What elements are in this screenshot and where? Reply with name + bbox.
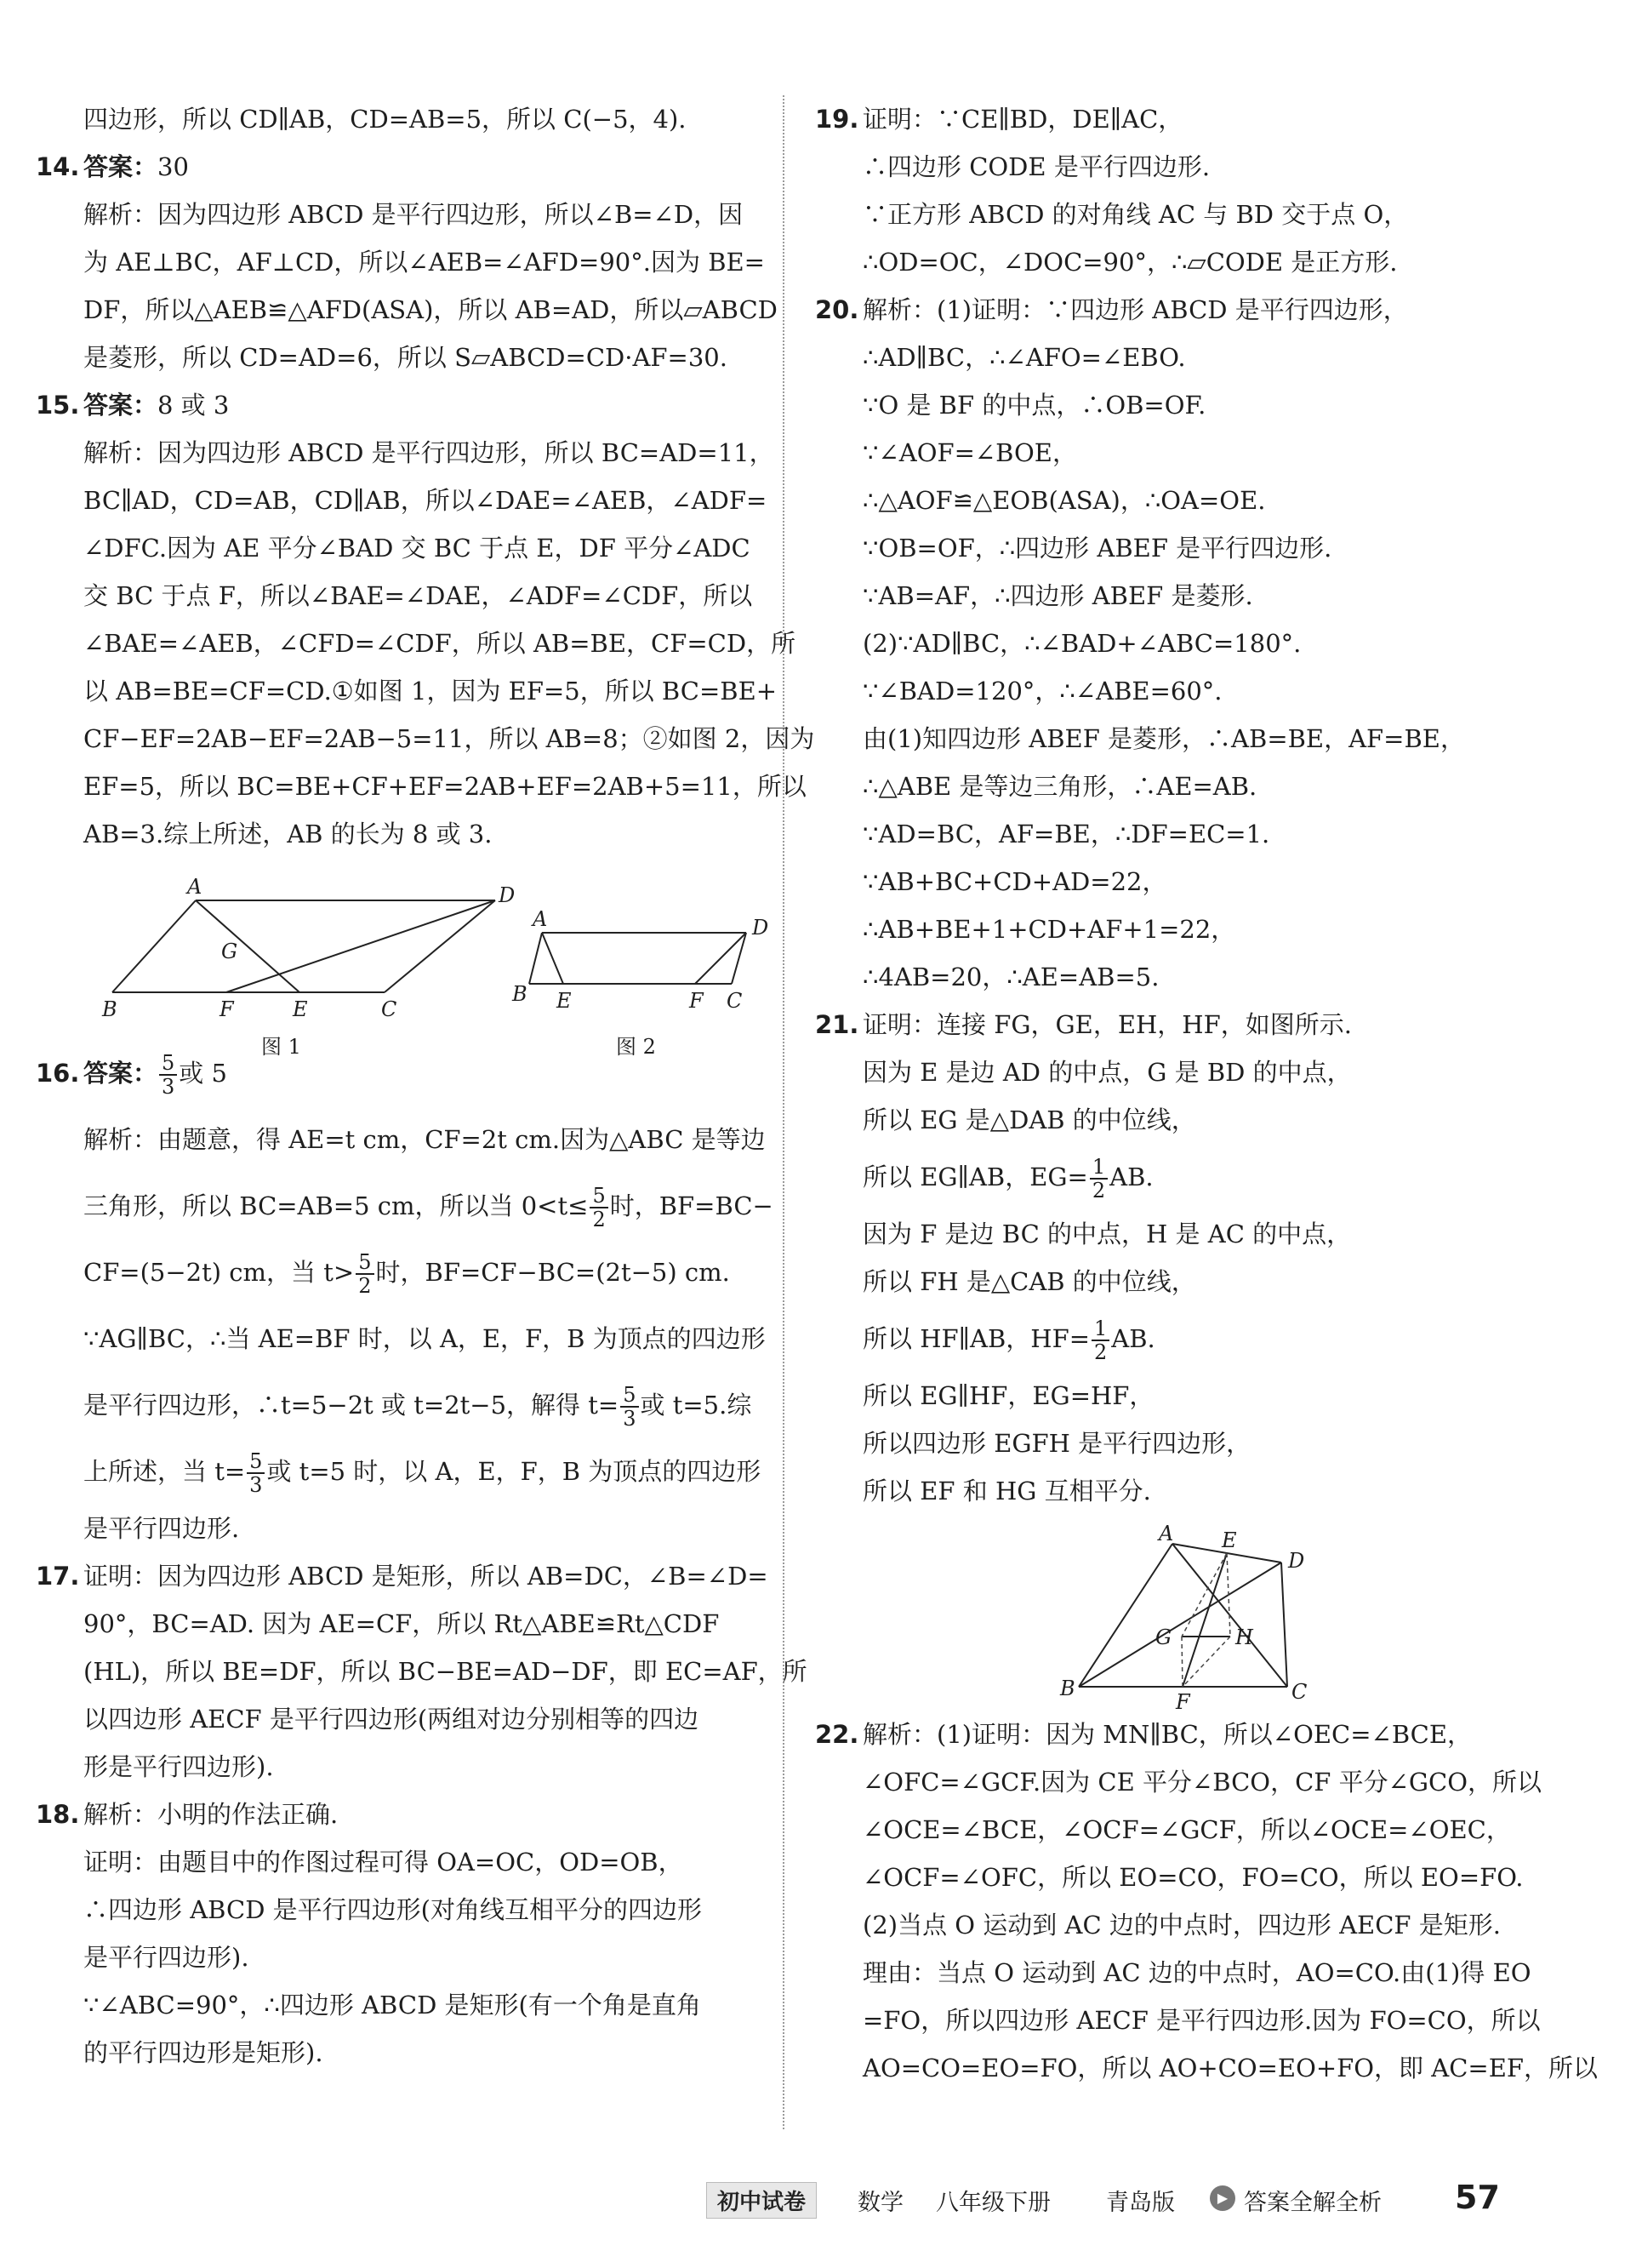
text-line: 因为 F 是边 BC 的中点，H 是 AC 的中点， [863, 1220, 1352, 1248]
question-20: 20. 解析：(1)证明：∵四边形 ABCD 是平行四边形， ∴AD∥BC，∴∠AFO=∠EBO. ∵O 是 BF 的中点，∴OB=OF. ∵∠AOF=∠BOE， ∴△AOF≌△EOB(ASA)，∴OA=OE. ∵OB=OF，∴四边形 ABEF 是平行四边形. ∵AB=AF，∴四边形 ABEF 是菱形. (2)∵AD∥BC，∴∠BAD+∠ABC=180°. ∵∠BAD=120°，∴∠ABE=60°. 由(1)知四边形 ABEF 是菱形，∴AB=BE，AF=BE， ∴△ABE 是等边三角形，∴AE=AB. ∵AD=BC，AF=BE，∴DF=EC=1. ∵AB+BC+CD+AD=22， ∴AB+BE+1+CD+AF+1=22， ∴4AB=20，∴AE=AB=5. [815, 286, 1528, 1001]
segment-GF [1182, 1637, 1183, 1687]
label-F: F [220, 997, 234, 1021]
question-22: 22. 解析：(1)证明：因为 MN∥BC，所以∠OEC=∠BCE， ∠OFC=∠GCF.因为 CE 平分∠BCO，CF 平分∠GCO，所以 ∠OCE=∠BCE，∠OCF=∠GCF，所以∠OCE=∠OEC， ∠OCF=∠OFC，所以 EO=CO，FO=CO，所以 EO=FO. (2)当点 O 运动到 AC 边的中点时，四边形 AECF 是矩形. 理由：当点 O 运动到 AC 边的中点时，AO=CO.由(1)得 EO =FO，所以四边形 AECF 是平行四边形.因为 FO=CO，所以 AO=CO=EO=FO，所以 AO+CO=EO+FO，即 AC=EF，所以 [815, 1711, 1528, 2092]
text-line: ∴四边形 CODE 是平行四边形. [863, 152, 1211, 181]
text-line: ∠BAE=∠AEB，∠CFD=∠CDF，所以 AB=BE，CF=CD，所 [83, 629, 796, 658]
text-line: 是平行四边形. [83, 1514, 240, 1543]
segment-FD [226, 900, 495, 992]
text-line: 交 BC 于点 F，所以∠BAE=∠DAE，∠ADF=∠CDF，所以 [83, 581, 753, 610]
text-line: ∠OCE=∠BCE，∠OCF=∠GCF，所以∠OCE=∠OEC， [863, 1815, 1511, 1844]
label-E: E [1222, 1528, 1237, 1552]
segment-HF [1183, 1637, 1230, 1687]
play-icon: ▶ [1210, 2185, 1235, 2211]
text-line: 90°，BC=AD. 因为 AE=CF，所以 Rt△ABE≌Rt△CDF [83, 1609, 720, 1638]
question-number: 14. [36, 152, 80, 181]
label-C: C [381, 997, 397, 1021]
text-line: EF=5，所以 BC=BE+CF+EF=2AB+EF=2AB+5=11，所以 [83, 772, 807, 801]
text-line: ∵∠BAD=120°，∴∠ABE=60°. [863, 677, 1223, 706]
text-line: DF，所以△AEB≌△AFD(ASA)，所以 AB=AD，所以▱ABCD [83, 295, 778, 324]
fraction: $\frac{5}{2}$ [590, 1185, 607, 1231]
fraction: $\frac{5}{3}$ [159, 1052, 177, 1098]
text-line: (2)当点 O 运动到 AC 边的中点时，四边形 AECF 是矩形. [863, 1911, 1501, 1940]
label-E: E [556, 989, 572, 1013]
text-line: ∴△ABE 是等边三角形，∴AE=AB. [863, 772, 1257, 801]
text-line: (2)∵AD∥BC，∴∠BAD+∠ABC=180°. [863, 629, 1302, 658]
text-line: 所以四边形 EGFH 是平行四边形， [863, 1429, 1251, 1458]
label-F: F [689, 989, 704, 1013]
text-line: 形是平行四边形). [83, 1752, 274, 1781]
question-number: 15. [36, 391, 80, 420]
text-line: 由(1)知四边形 ABEF 是菱形，∴AB=BE，AF=BE， [863, 724, 1465, 753]
label-D: D [1288, 1549, 1305, 1573]
question-number: 20. [815, 295, 859, 324]
label-D: D [499, 883, 516, 907]
text-line: AB=3.综上所述，AB 的长为 8 或 3. [83, 820, 493, 848]
text-line: 证明：由题目中的作图过程可得 OA=OC，OD=OB， [83, 1848, 683, 1877]
grade-label: 八年级下册 [936, 2190, 1051, 2216]
text-line: 所以 EG∥HF，EG=HF， [863, 1381, 1155, 1410]
text-line: 所以 EG∥AB，EG= $\frac{1}{2}$ AB. [863, 1155, 1154, 1203]
label-B: B [102, 997, 117, 1021]
segment-DC [1281, 1562, 1287, 1687]
text-line: 所以 HF∥AB，HF= $\frac{1}{2}$ AB. [863, 1317, 1155, 1364]
fraction: $\frac{5}{3}$ [620, 1384, 638, 1430]
question-number: 16. [36, 1059, 80, 1088]
figure-caption: 图 2 [616, 1035, 656, 1059]
label-A: A [1159, 1522, 1174, 1545]
answer-label: 答案： [83, 391, 158, 420]
text-line: 上所述，当 t= $\frac{5}{3}$ 或 t=5 时，以 A，E，F，B 为顶点的四边形 [83, 1449, 761, 1497]
text-line: (HL)，所以 BE=DF，所以 BC−BE=AD−DF，即 EC=AF，所 [83, 1657, 807, 1686]
question-18: 18. 解析：小明的作法正确. 证明：由题目中的作图过程可得 OA=OC，OD=OB， ∴四边形 ABCD 是平行四边形(对角线互相平分的四边形 是平行四边形). ∵∠ABC=90°，∴四边形 ABCD 是矩形(有一个角是直角 的平行四边形是矩形). [36, 1791, 759, 2077]
figure-caption: 图 1 [261, 1035, 301, 1059]
text-line: 所以 EG 是△DAB 的中位线， [863, 1105, 1196, 1134]
text-line: 理由：当点 O 运动到 AC 边的中点时，AO=CO.由(1)得 EO [863, 1958, 1531, 1987]
label-F: F [1176, 1690, 1190, 1714]
edition-label: 青岛版 [1106, 2190, 1175, 2216]
figure-21 [815, 1515, 1528, 1714]
fraction: $\frac{1}{2}$ [1090, 1156, 1108, 1202]
text-line: ∴四边形 ABCD 是平行四边形(对角线互相平分的四边形 [83, 1895, 702, 1924]
label-B: B [512, 982, 527, 1006]
text-line: BC∥AD，CD=AB，CD∥AB，所以∠DAE=∠AEB，∠ADF= [83, 486, 767, 515]
label-H: H [1235, 1625, 1253, 1649]
text-line: 解析：因为四边形 ABCD 是平行四边形，所以∠B=∠D，因 [83, 200, 744, 229]
question-14 [36, 143, 778, 381]
label-E: E [293, 997, 308, 1021]
segment-AE-2 [542, 933, 563, 984]
question-number: 18. [36, 1800, 80, 1829]
label-G: G [1155, 1625, 1172, 1649]
text-line: 所以 EF 和 HG 互相平分. [863, 1477, 1151, 1505]
segment-CD [385, 900, 495, 992]
fraction: $\frac{5}{3}$ [247, 1450, 265, 1496]
text-line: 的平行四边形是矩形). [83, 2038, 323, 2067]
text-line: 是平行四边形，∴t=5−2t 或 t=2t−5，解得 t= $\frac{5}{3}$ 或 t=5.综 [83, 1383, 752, 1431]
text-line: ∴AD∥BC，∴∠AFO=∠EBO. [863, 343, 1186, 372]
question-number: 19. [815, 105, 859, 134]
text-line: ∴AB+BE+1+CD+AF+1=22， [863, 915, 1236, 944]
left-column [36, 95, 815, 2077]
text-line: 以四边形 AECF 是平行四边形(两组对边分别相等的四边 [83, 1705, 699, 1734]
question-15 [36, 381, 815, 1059]
question-number: 21. [815, 1010, 859, 1039]
page-number: 57 [1455, 2179, 1500, 2216]
text-line: 是菱形，所以 CD=AD=6，所以 S▱ABCD=CD·AF=30. [83, 343, 727, 372]
text-line: ∵正方形 ABCD 的对角线 AC 与 BD 交于点 O， [863, 200, 1409, 229]
text-line: AO=CO=EO=FO，所以 AO+CO=EO+FO，即 AC=EF，所以 [863, 2054, 1598, 2082]
answer-label: 答案： [83, 1059, 158, 1088]
text-line: 三角形，所以 BC=AB=5 cm，所以当 0<t≤ $\frac{5}{2}$ 时，BF=BC− [83, 1184, 773, 1231]
segment-AB [112, 900, 196, 992]
segment-AB-2 [529, 933, 542, 984]
text-line: 解析：因为四边形 ABCD 是平行四边形，所以 BC=AD=11， [83, 438, 774, 467]
text-line: ∴△AOF≌△EOB(ASA)，∴OA=OE. [863, 486, 1266, 515]
label-G: G [221, 940, 238, 963]
answer-value: 30 [157, 152, 189, 181]
book-section-label: 答案全解全析 [1244, 2190, 1382, 2216]
text-line: ∴4AB=20，∴AE=AB=5. [863, 963, 1160, 991]
text-line: ∵AB+BC+CD+AD=22， [863, 867, 1167, 896]
question-16: 16. 答案： $\frac{5}{3}$ 或 5 解析：由题意，得 AE=t cm，CF=2t cm.因为△ABC 是等边 三角形，所以 BC=AB=5 cm，所以当 0<t≤ $\frac{5}{2}$ 时，BF=BC− CF=(5−2t) cm，当 t> $\frac{5}{2}$ 时，BF=CF−BC=(2t−5) cm. ∵AG∥BC，∴当 AE=BF 时，以 A，E，F，B 为顶点的四边形 是平行四边形，∴t=5−2t 或 t=2t−5，解得 t= $\frac{5}{3}$ 或 t=5.综 上所述，当 t= $\frac{5}{3}$ 或 t=5 时，以 A，E，F，B 为顶点的四边形 是平行四边形. [36, 1040, 759, 1552]
segment-AE [196, 900, 299, 992]
page-footer [672, 2177, 1608, 2219]
question-number: 17. [36, 1562, 80, 1591]
text-line: ∵AD=BC，AF=BE，∴DF=EC=1. [863, 820, 1270, 848]
text-line: ∵∠AOF=∠BOE， [863, 438, 1077, 467]
subject-label: 数学 [858, 2190, 904, 2216]
question-19: 19. 证明：∵CE∥BD，DE∥AC， ∴四边形 CODE 是平行四边形. ∵正方形 ABCD 的对角线 AC 与 BD 交于点 O， ∴OD=OC，∠DOC=90°，∴▱CODE 是正方形. [815, 95, 1528, 286]
segment-BD [1079, 1562, 1281, 1687]
text-line: ∵∠ABC=90°，∴四边形 ABCD 是矩形(有一个角是直角 [83, 1991, 701, 2019]
label-B: B [1060, 1677, 1075, 1700]
text-line: 因为 E 是边 AD 的中点，G 是 BD 的中点， [863, 1058, 1352, 1087]
question-number: 22. [815, 1720, 859, 1749]
label-A: A [533, 907, 548, 931]
text-line: 解析：由题意，得 AE=t cm，CF=2t cm.因为△ABC 是等边 [83, 1125, 766, 1154]
text-line: ∠OCF=∠OFC，所以 EO=CO，FO=CO，所以 EO=FO. [863, 1863, 1524, 1892]
text-line: ∠DFC.因为 AE 平分∠BAD 交 BC 于点 E，DF 平分∠ADC [83, 534, 750, 563]
text-line: 是平行四边形). [83, 1943, 249, 1972]
brand-badge: 初中试卷 [706, 2182, 817, 2219]
question-21: 21. 证明：连接 FG，GE，EH，HF，如图所示. 因为 E 是边 AD 的中点，G 是 BD 的中点， 所以 EG 是△DAB 的中位线， 所以 EG∥AB，EG= $\frac{1}{2}$ AB. 因为 F 是边 BC 的中点，H 是 AC 的中点， 所以 FH 是△CAB 的中位线， 所以 HF∥AB，HF= $\frac{1}{2}$ AB. 所以 EG∥HF，EG=HF， 所以四边形 EGFH 是平行四边形， 所以 EF 和 HG 互相平分. A E D G H B F C [815, 1001, 1528, 1711]
segment-AB [1079, 1544, 1172, 1687]
label-A: A [187, 875, 202, 899]
right-column [815, 95, 1598, 2092]
text-line: ∠OFC=∠GCF.因为 CE 平分∠BCO，CF 平分∠GCO，所以 [863, 1768, 1542, 1797]
text-line: ∵AB=AF，∴四边形 ABEF 是菱形. [863, 581, 1253, 610]
fraction: $\frac{5}{2}$ [356, 1251, 373, 1297]
answer-label: 答案： [83, 152, 158, 181]
text-line: ∵OB=OF，∴四边形 ABEF 是平行四边形. [863, 534, 1332, 563]
text-line: ∵O 是 BF 的中点，∴OB=OF. [863, 391, 1206, 420]
text-line: 以 AB=BE=CF=CD.①如图 1，因为 EF=5，所以 BC=BE+ [83, 677, 778, 706]
fraction: $\frac{1}{2}$ [1092, 1317, 1109, 1363]
question-17: 17. 证明：因为四边形 ABCD 是矩形，所以 AB=DC，∠B=∠D= 90°，BC=AD. 因为 AE=CF，所以 Rt△ABE≌Rt△CDF (HL)，所以 BE=DF，所以 BC−BE=AD−DF，即 EC=AF，所 以四边形 AECF 是平行四边形(两组对边分别相等的四边 形是平行四边形). [36, 1552, 759, 1791]
text-line: 为 AE⊥BC，AF⊥CD，所以∠AEB=∠AFD=90°.因为 BE= [83, 248, 765, 277]
segment-EG [1182, 1553, 1227, 1637]
text-line: =FO，所以四边形 AECF 是平行四边形.因为 FO=CO，所以 [863, 2006, 1541, 2035]
figure-15 [87, 865, 769, 1059]
text-line: ∵AG∥BC，∴当 AE=BF 时，以 A，E，F，B 为顶点的四边形 [83, 1324, 766, 1353]
label-C: C [1291, 1680, 1308, 1704]
text-line: ∴OD=OC，∠DOC=90°，∴▱CODE 是正方形. [863, 248, 1398, 277]
text-line: 所以 FH 是△CAB 的中位线， [863, 1267, 1196, 1296]
text-line: 四边形，所以 CD∥AB，CD=AB=5，所以 C(−5，4). [83, 105, 687, 134]
column-divider [783, 95, 784, 2129]
label-C: C [727, 989, 743, 1013]
answer-value: 8 或 3 [157, 391, 230, 420]
text-line: CF−EF=2AB−EF=2AB−5=11，所以 AB=8；②如图 2，因为 [83, 724, 815, 753]
text-line: CF=(5−2t) cm，当 t> $\frac{5}{2}$ 时，BF=CF−BC=(2t−5) cm. [83, 1250, 730, 1298]
label-D: D [752, 916, 769, 940]
